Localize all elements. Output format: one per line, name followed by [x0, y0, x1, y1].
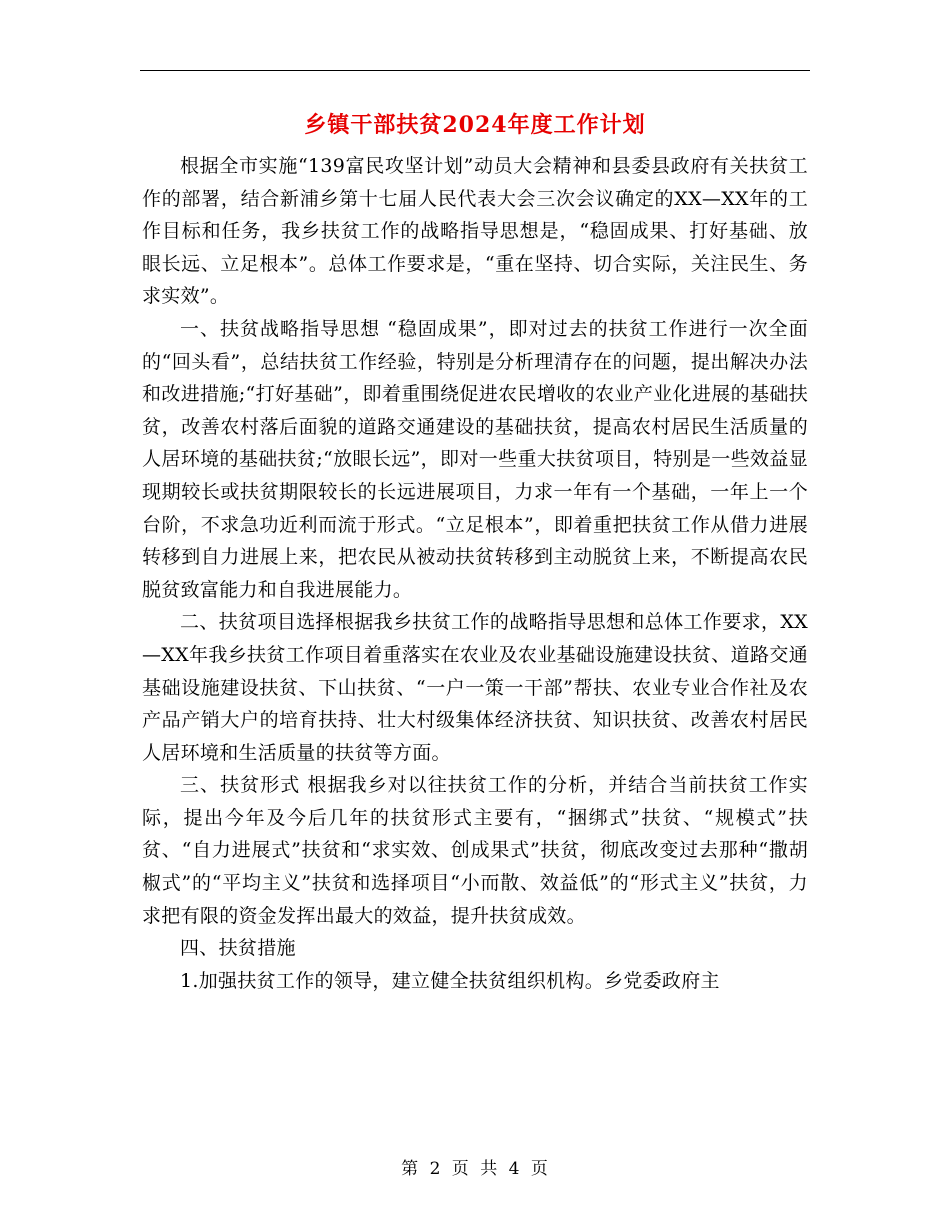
document-body — [142, 150, 808, 997]
paragraph-section-1: 一、扶贫战略指导思想 “稳固成果”，即对过去的扶贫工作进行一次全面的“回头看”，总结扶贫工作经验，特别是分析理清存在的问题，提出解决办法和改进措施;“打好基础”，即着重围绕促进农民增收的农业产业化进展的基础扶贫，改善农村落后面貌的道路交通建设的基础扶贫，提高农村居民生活质量的人居环境的基础扶贫;“放眼长远”，即对一些重大扶贫项目，特别是一些效益显现期较长或扶贫期限较长的长远进展项目，力求一年有一个基础，一年上一个台阶，不求急功近利而流于形式。“立足根本”，即着重把扶贫工作从借力进展转移到自力进展上来，把农民从被动扶贫转移到主动脱贫上来，不断提高农民脱贫致富能力和自我进展能力。 — [142, 317, 808, 601]
document-title: 乡镇干部扶贫2024年度工作计划 — [304, 112, 646, 138]
paragraph-section-4-item-1: 1.加强扶贫工作的领导，建立健全扶贫组织机构。乡党委政府主 — [180, 969, 720, 992]
paragraph-section-2: 二、扶贫项目选择根据我乡扶贫工作的战略指导思想和总体工作要求，XX—XX年我乡扶贫工作项目着重落实在农业及农业基础设施建设扶贫、道路交通基础设施建设扶贫、下山扶贫、“一户一策一干部”帮扶、农业专业合作社及农产品产销大户的培育扶持、壮大村级集体经济扶贫、知识扶贫、改善农村居民人居环境和生活质量的扶贫等方面。 — [142, 611, 808, 764]
paragraph-section-3: 三、扶贫形式 根据我乡对以往扶贫工作的分析，并结合当前扶贫工作实际，提出今年及今后几年的扶贫形式主要有，“捆绑式”扶贫、“规模式”扶贫、“自力进展式”扶贫和“求实效、创成果式”扶贫，彻底改变过去那种“撒胡椒式”的“平均主义”扶贫和选择项目“小而散、效益低”的“形式主义”扶贫，力求把有限的资金发挥出最大的效益，提升扶贫成效。 — [142, 774, 808, 927]
page-number: 第 2 页 共 4 页 — [401, 1159, 549, 1179]
header-rule — [140, 70, 810, 71]
paragraph-intro: 根据全市实施“139富民攻坚计划”动员大会精神和县委县政府有关扶贫工作的部署，结合新浦乡第十七届人民代表大会三次会议确定的XX—XX年的工作目标和任务，我乡扶贫工作的战略指导思想是，“稳固成果、打好基础、放眼长远、立足根本”。总体工作要求是，“重在坚持、切合实际，关注民生、务求实效”。 — [142, 155, 808, 308]
paragraph-section-4-heading: 四、扶贫措施 — [180, 937, 296, 960]
